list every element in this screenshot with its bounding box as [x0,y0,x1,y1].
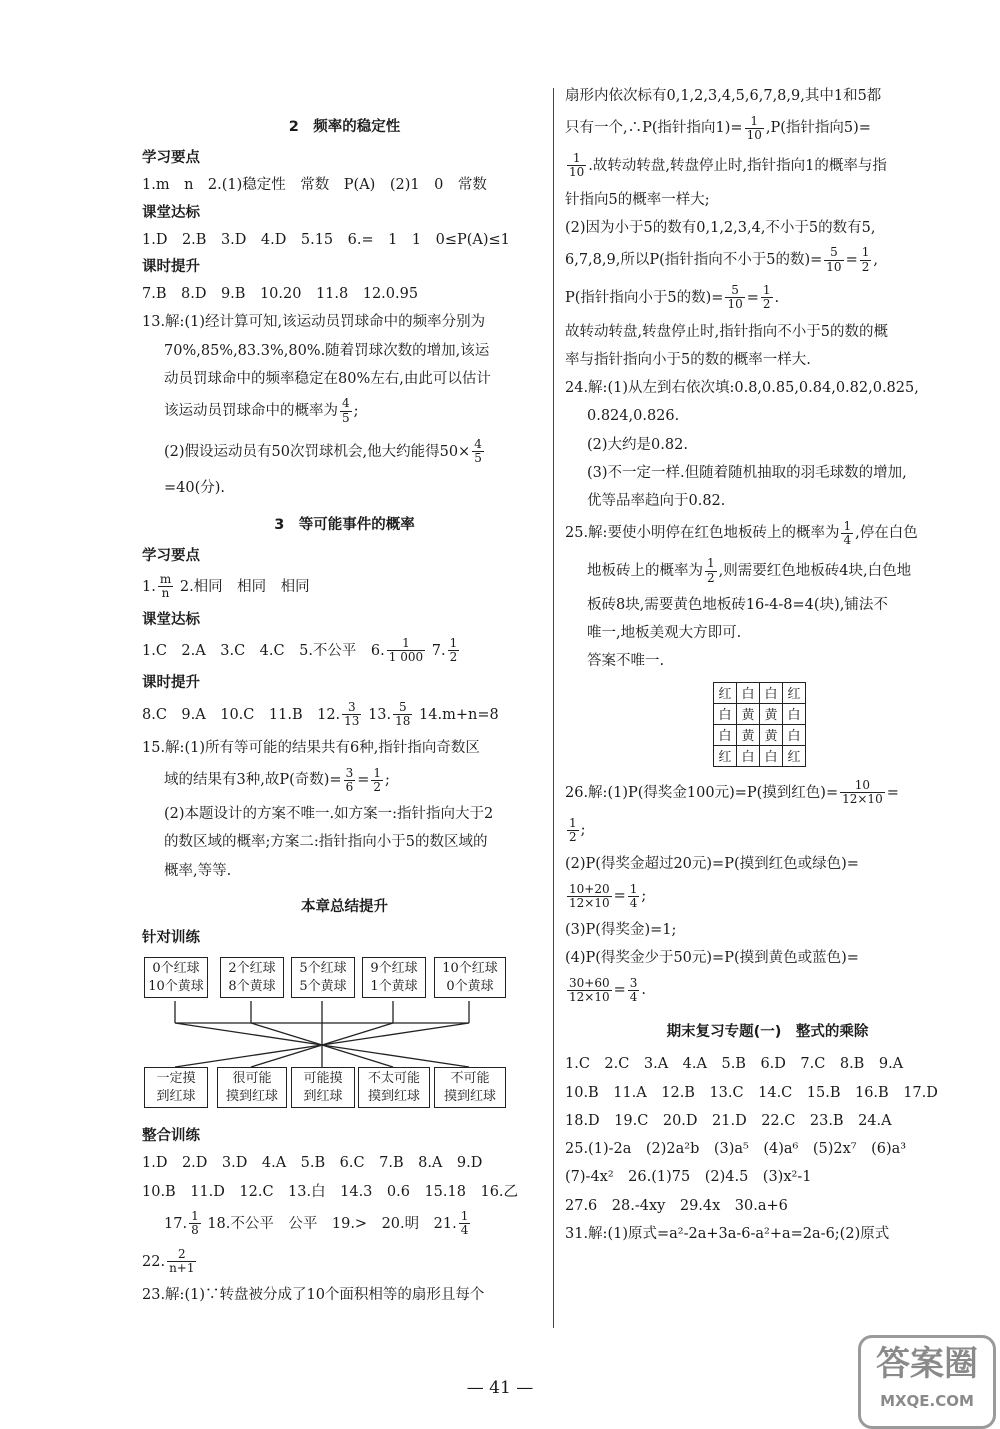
answer-line: 答案不唯一. [587,653,665,670]
subheading: 学习要点 [142,547,200,564]
answer-line: 8.C 9.A 10.C 11.B 12. $\frac{3}{13}$ 13. $\frac{5}{18}$ 14.m+n=8 [142,699,499,729]
fraction: $\frac{1}{2}$ [707,556,715,585]
fraction: $\frac{4}{5}$ [342,396,350,425]
left-column [142,105,547,1310]
answer-line: 17. $\frac{1}{8}$ 18.不公平 公平 19.> 20.明 21. $\frac{1}{4}$ [164,1209,469,1238]
grid-cell: 白 [737,682,760,703]
section-title: 2 频率的稳定性 [288,119,401,135]
fraction: $\frac{3}{6}$ [345,765,354,794]
answer-line: $\frac{10+20}{12\times 10}$ = $\frac{1}{4}$ ; [569,881,647,910]
answer-line: 70%,85%,83.3%,80%.随着罚球次数的增加,该运 [164,342,490,359]
subheading: 课堂达标 [142,204,200,221]
answer-line: 1. $\frac{m}{n}$ 2.相同 相同 相同 [142,572,310,601]
answer-line: 板砖8块,需要黄色地板砖16-4-8=4(块),铺法不 [587,596,888,613]
answer-line: (3)不一定一样.但随着随机抽取的羽毛球数的增加, [587,464,907,481]
subheading: 学习要点 [142,150,200,167]
answer-line: 只有一个,∴P(指针指向1)= $\frac{1}{10}$ ,P(指针指向5)= [565,113,871,142]
fraction: $\frac{1}{10}$ [569,151,585,180]
right-column [565,82,970,1248]
grid-cell: 白 [760,745,783,766]
answer-line: (3)P(得奖金)=1; [565,921,677,938]
answer-line: 优等品率趋向于0.82. [587,493,726,510]
answer-line: 概率,等等. [164,862,232,879]
subheading: 整合训练 [142,1128,200,1145]
answer-line: 25.(1)-2a (2)2a²b (3)a⁵ (4)a⁶ (5)2x⁷ (6)a³ [565,1141,907,1158]
subheading: 课堂达标 [142,611,200,628]
answer-line: $\frac{1}{10}$ .故转动转盘,转盘停止时,指针指向1的概率与指 [569,151,887,180]
fraction: $\frac{1}{4}$ [843,518,852,547]
answer-line: 25.解:要使小明停在红色地板砖上的概率为 $\frac{1}{4}$ ,停在白色 [565,518,918,547]
answer-line: 6,7,8,9,所以P(指针指向不小于5的数)= $\frac{5}{10}$ = $\frac{1}{2}$ , [565,245,878,274]
grid-cell: 黄 [760,724,783,745]
grid-cell: 白 [760,682,783,703]
section-title: 本章总结提升 [301,898,388,915]
answer-line: 7.B 8.D 9.B 10.20 11.8 12.0.95 [142,286,419,303]
answer-line: 的数区域的概率;方案二:指针指向小于5的数区域的 [164,834,488,851]
answer-line: (2)因为小于5的数有0,1,2,3,4,不小于5的数有5, [565,219,876,236]
grid-row [714,682,806,703]
top-box: 2个红球 8个黄球 [220,957,284,998]
answer-line: $\frac{1}{2}$ ; [569,815,586,844]
fraction: $\frac{1}{2}$ [449,636,458,665]
fraction: $\frac{1}{2}$ [762,283,771,312]
answer-line: 1.D 2.D 3.D 4.A 5.B 6.C 7.B 8.A 9.D [142,1155,483,1172]
answer-line: 率与指针指向小于5的数的概率一样大. [565,351,811,368]
top-box: 10个红球 0个黄球 [434,957,506,998]
answer-line: 26.解:(1)P(得奖金100元)=P(摸到红色)= $\frac{10}{12\times 10}$ = [565,777,899,807]
grid-cell: 白 [714,703,737,724]
fraction: $\frac{30+60}{12\times 10}$ [569,975,610,1004]
top-box: 5个红球 5个黄球 [291,957,355,998]
tile-grid [713,682,806,767]
answer-line: 扇形内依次标有0,1,2,3,4,5,6,7,8,9,其中1和5都 [565,88,882,104]
answer-line: 故转动转盘,转盘停止时,指针指向不小于5的数的概 [565,323,888,340]
answer-line: 唯一,地板美观大方即可. [587,625,742,642]
grid-cell: 黄 [737,703,760,724]
answer-line: 23.解:(1)∵转盘被分成了10个面积相等的扇形且每个 [142,1287,485,1304]
answer-line: $\frac{30+60}{12\times 10}$ = $\frac{3}{4}$ . [569,975,646,1004]
fraction: $\frac{1}{1 000}$ [388,636,424,665]
answer-line: 动员罚球命中的频率稳定在80%左右,由此可以估计 [164,370,491,387]
bottom-box: 很可能 摸到红球 [217,1067,287,1108]
answer-line: (2)本题设计的方案不唯一.如方案一:指针指向大于2 [164,806,494,823]
bottom-box: 一定摸 到红球 [144,1067,208,1108]
answer-line: 31.解:(1)原式=a²-2a+3a-6-a²+a=2a-6;(2)原式 [565,1225,890,1242]
fraction: $\frac{1}{4}$ [460,1209,469,1238]
fraction: $\frac{5}{10}$ [727,283,743,312]
grid-cell: 黄 [737,724,760,745]
answer-line: 18.D 19.C 20.D 21.D 22.C 23.B 24.A [565,1112,892,1129]
answer-line: 10.B 11.A 12.B 13.C 14.C 15.B 16.B 17.D [565,1084,938,1101]
subheading: 课时提升 [142,675,200,692]
subheading: 课时提升 [142,258,200,275]
answer-line: 24.解:(1)从左到右依次填:0.8,0.85,0.84,0.82,0.825, [565,380,919,397]
fraction: $\frac{3}{4}$ [629,975,638,1004]
section-title: 期末复习专题(一) 整式的乘除 [666,1024,869,1041]
fraction: $\frac{1}{2}$ [861,245,870,274]
answer-line: (7)-4x² 26.(1)75 (2)4.5 (3)x²-1 [565,1169,812,1186]
grid-cell: 红 [714,682,737,703]
answer-line: 13.解:(1)经计算可知,该运动员罚球命中的频率分别为 [142,314,486,331]
answer-line: (2)大约是0.82. [587,436,688,453]
answer-line: 该运动员罚球命中的概率为 $\frac{4}{5}$ ; [164,396,359,425]
answer-line: (2)P(得奖金超过20元)=P(摸到红色或绿色)= [565,855,859,872]
fraction: $\frac{m}{n}$ [159,572,172,601]
grid-row [714,724,806,745]
answer-line: 域的结果有3种,故P(奇数)= $\frac{3}{6}$ = $\frac{1}{2}$ ; [164,765,390,794]
grid-cell: 红 [783,745,806,766]
page-number: — 41 — [466,1378,534,1398]
subheading: 针对训练 [142,930,200,947]
answer-line: P(指针指向小于5的数)= $\frac{5}{10}$ = $\frac{1}{2}$ . [565,283,780,312]
fraction: $\frac{5}{18}$ [395,699,411,729]
answer-line: 1.C 2.C 3.A 4.A 5.B 6.D 7.C 8.B 9.A [565,1056,904,1073]
grid-cell: 红 [783,682,806,703]
watermark-url: MXQE.COM [880,1392,974,1410]
fraction: $\frac{10}{12\times 10}$ [842,777,883,807]
bottom-box: 不太可能 摸到红球 [358,1067,430,1108]
probability-diagram [142,955,522,1115]
bottom-box: 不可能 摸到红球 [434,1067,506,1108]
fraction: $\frac{1}{2}$ [569,815,577,844]
answer-line: 地板砖上的概率为 $\frac{1}{2}$ ,则需要红色地板砖4块,白色地 [587,556,912,585]
fraction: $\frac{5}{10}$ [826,245,842,274]
grid-cell: 白 [714,724,737,745]
grid-row [714,745,806,766]
answer-line: (2)假设运动员有50次罚球机会,他大约能得50× $\frac{4}{5}$ [164,437,482,466]
grid-row [714,703,806,724]
grid-cell: 红 [714,745,737,766]
fraction: $\frac{3}{13}$ [344,699,360,729]
fraction: $\frac{1}{8}$ [191,1209,199,1238]
answer-line: 0.824,0.826. [587,408,680,425]
grid-cell: 黄 [760,703,783,724]
answer-line: 1.m n 2.(1)稳定性 常数 P(A) (2)1 0 常数 [142,177,487,194]
answer-line: 27.6 28.-4xy 29.4x 30.a+6 [565,1197,788,1214]
fraction: $\frac{1}{10}$ [746,113,762,142]
fraction: $\frac{2}{n+1}$ [169,1246,195,1276]
bottom-box: 可能摸 到红球 [291,1067,355,1108]
grid-cell: 白 [783,724,806,745]
fraction: $\frac{4}{5}$ [474,437,482,466]
column-divider [553,88,554,1328]
answer-line: 15.解:(1)所有等可能的结果共有6种,指针指向奇数区 [142,740,480,757]
answer-line: (4)P(得奖金少于50元)=P(摸到黄色或蓝色)= [565,950,859,967]
grid-cell: 白 [783,703,806,724]
watermark-text: 答案圈 [876,1344,978,1384]
fraction: $\frac{10+20}{12\times 10}$ [569,881,610,910]
fraction: $\frac{1}{2}$ [373,765,381,794]
watermark-logo [858,1335,996,1429]
fraction: $\frac{1}{4}$ [629,881,638,910]
answer-line: 10.B 11.D 12.C 13.白 14.3 0.6 15.18 16.乙 [142,1183,519,1200]
section-title: 3 等可能事件的概率 [274,516,415,533]
answer-line: 22. $\frac{2}{n+1}$ [142,1246,195,1276]
answer-line: 1.D 2.B 3.D 4.D 5.15 6.= 1 1 0≤P(A)≤1 [142,231,510,248]
answer-line: 针指向5的概率一样大; [565,191,710,208]
answer-line: =40(分). [164,480,226,497]
top-box: 9个红球 1个黄球 [362,957,426,998]
top-box: 0个红球 10个黄球 [144,957,208,998]
grid-cell: 白 [737,745,760,766]
answer-line: 1.C 2.A 3.C 4.C 5.不公平 6. $\frac{1}{1 000}$ 7. $\frac{1}{2}$ [142,636,458,665]
